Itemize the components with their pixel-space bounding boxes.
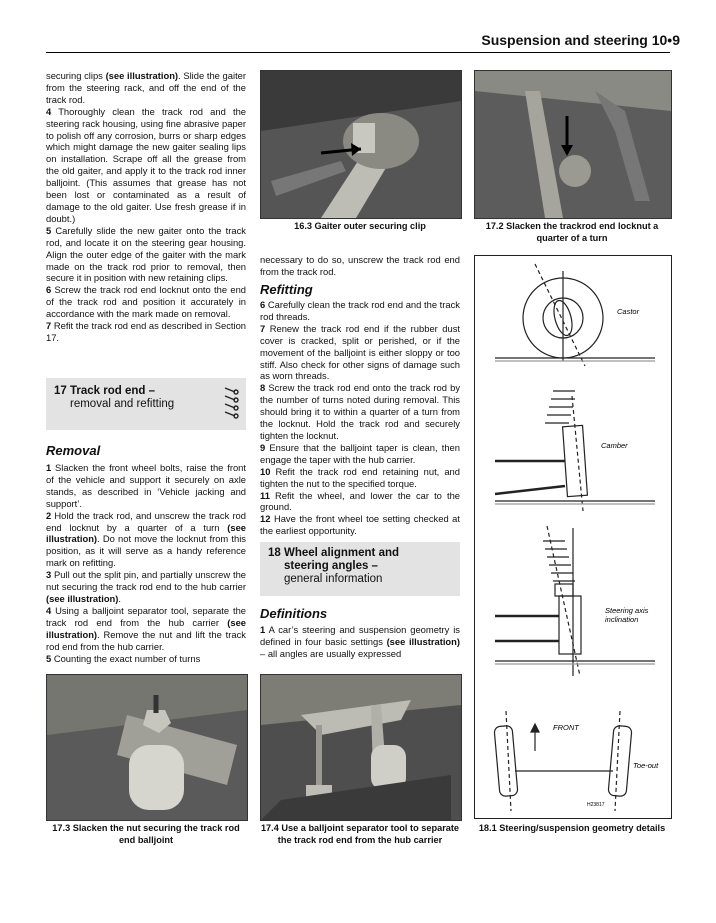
para-continued-2: necessary to do so, unscrew the track rod end from the track rod. [260, 254, 460, 277]
definition-1: 1 A car’s steering and suspension geometry is defined in four basic settings (see illustration) – all angles are usually expressed [260, 624, 460, 659]
section-18-heading: 18 Wheel alignment and steering angles – general information [260, 542, 460, 596]
page-number: 10•9 [651, 32, 680, 48]
section-17-heading: 17 Track rod end – removal and refitting [46, 378, 246, 430]
label-toe-out: Toe-out [633, 761, 659, 770]
label-steering-axis-1: Steering axis [605, 606, 649, 615]
para-6: 6 Screw the track rod end locknut onto the end of the track rod and position it accurately in accordance with the mark made on removal. [46, 284, 246, 320]
refit-step-7: 7 Renew the track rod end if the rubber dust cover is cracked, split or perished, or if the movement of the balljoint is either sloppy or too stiff. Also check for other signs of damage such as worn threads. [260, 322, 461, 382]
spanner-difficulty-icon [222, 384, 240, 424]
label-steering-axis-2: inclination [605, 615, 639, 624]
para-4: 4 Thoroughly clean the track rod and the steering rack housing, using fine abrasive paper to polish off any corrosion, burrs or sharp edges which might damage the new gaiter sealing lips on installation. Scrape off all the grease from the old gaiter, and apply it to the track rod inner balljoint. (This assumes that grease has not been lost or contaminated as a result of damage to the old gaiter. Use fresh grease if in doubt.) [46, 105, 246, 224]
page-header [470, 32, 680, 48]
removal-step-4: 4 Using a balljoint separator tool, separate the track rod end from the hub carrier (see illustration). Remove the nut and lift the track rod end from the hub carrier. [46, 604, 246, 652]
para-5: 5 Carefully slide the new gaiter onto the track rod, and locate it on the steering gear housing. Align the outer edge of the gaiter with the mark made on the track rod prior to removal, then secure it in position with new retaining clips. [46, 224, 246, 284]
refit-step-9: 9 Ensure that the balljoint taper is clean, then engage the taper with the hub carrier. [260, 441, 460, 465]
caption-17-2: 17.2 Slacken the trackrod end locknut a quarter of a turn [485, 221, 659, 243]
caption-17-3: 17.3 Slacken the nut securing the track rod end balljoint [52, 823, 240, 845]
refit-step-12: 12 Have the front wheel toe setting checked at the earliest opportunity. [260, 513, 460, 537]
column-2-top [260, 254, 460, 278]
label-castor: Castor [617, 307, 640, 316]
para-continued: securing clips (see illustration). Slide the gaiter from the steering rack, and off the end of the track rod. [46, 70, 247, 105]
removal-step-1: 1 Slacken the front wheel bolts, raise the front of the vehicle and support it securely on axle stands, as described in ‘Vehicle jacking and support’. [46, 462, 246, 509]
definitions-heading: Definitions [260, 606, 328, 621]
refit-step-11: 11 Refit the wheel, and lower the car to the ground. [260, 489, 461, 513]
removal-step-3: 3 Pull out the split pin, and partially unscrew the nut securing the track rod end to the hub carrier (see illustration). [46, 569, 246, 604]
photo-17-2 [474, 70, 672, 219]
header-rule [46, 52, 670, 53]
refit-step-8: 8 Screw the track rod end onto the track rod by the number of turns noted during removal. This should bring it to within a quarter of a turn from the locknut. Hold the track rod and securely tighten the locknut. [260, 382, 461, 441]
caption-18-1: 18.1 Steering/suspension geometry details [478, 823, 666, 833]
label-code: H23817 [587, 802, 605, 808]
label-front: FRONT [553, 723, 579, 732]
column-1-removal [46, 462, 246, 664]
removal-heading: Removal [46, 443, 101, 458]
para-7: 7 Refit the track rod end as described in Section 17. [46, 320, 246, 343]
column-1 [46, 70, 246, 344]
caption-16-3: 16.3 Gaiter outer securing clip [294, 221, 426, 231]
diagram-18-1 [474, 255, 672, 819]
refit-step-6: 6 Carefully clean the track rod end and the track rod threads. [260, 299, 460, 322]
refit-step-10: 10 Refit the track rod end retaining nut, and tighten the nut to the specified torque. [260, 465, 460, 489]
caption-17-4: 17.4 Use a balljoint separator tool to separate the track rod end from the hub carrier [260, 823, 460, 845]
photo-17-4 [260, 674, 462, 821]
column-2-definitions [260, 624, 460, 660]
removal-step-2: 2 Hold the track rod, and unscrew the track rod end locknut by a quarter of a turn (see illustration). Do not move the locknut from this position, as it will serve as a handy reference mark on refitting. [46, 509, 246, 569]
geometry-diagram-svg [475, 256, 671, 818]
header-title: Suspension and steering [481, 32, 648, 48]
photo-16-3 [260, 70, 462, 219]
refitting-heading: Refitting [260, 282, 313, 297]
column-2-refitting [260, 299, 460, 537]
photo-17-3 [46, 674, 248, 821]
label-camber: Camber [601, 441, 628, 450]
removal-step-5: 5 Counting the exact number of turns [46, 652, 201, 664]
